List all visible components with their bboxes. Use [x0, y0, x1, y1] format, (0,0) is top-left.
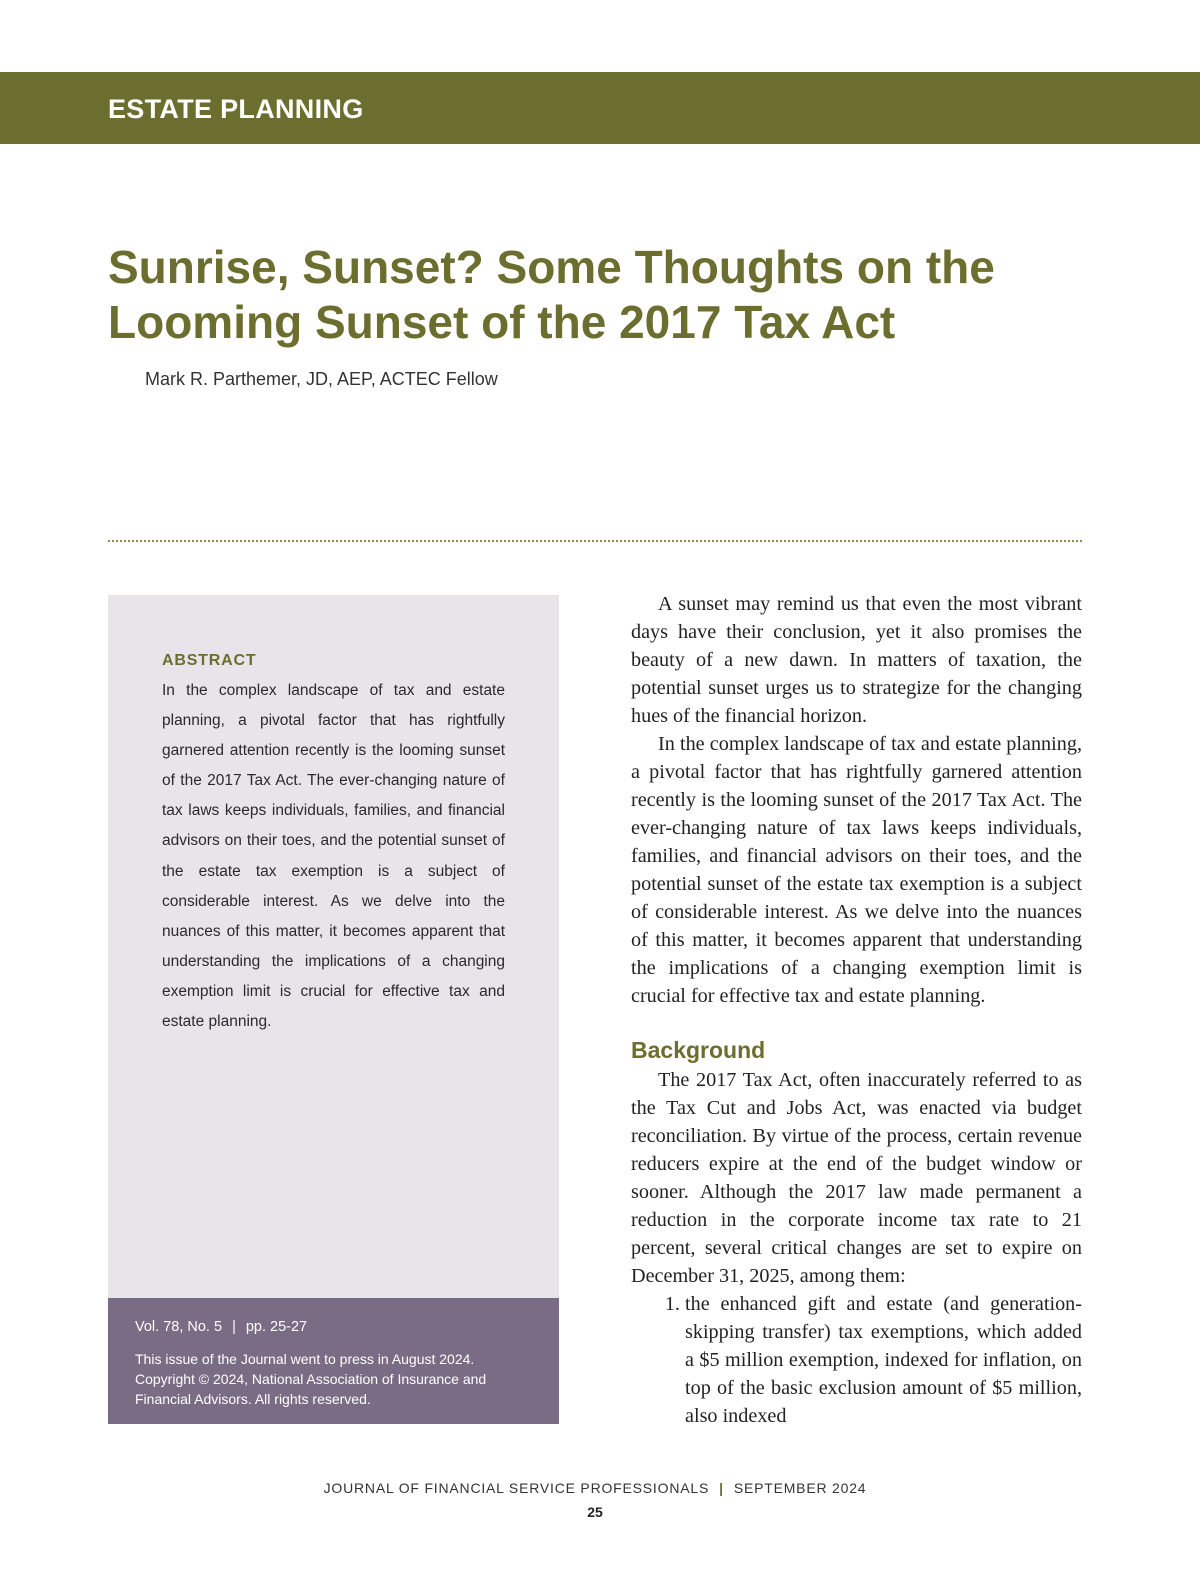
author-byline: Mark R. Parthemer, JD, AEP, ACTEC Fellow — [145, 369, 498, 389]
page-footer — [0, 1480, 1190, 1496]
page-number: 25 — [587, 1504, 603, 1520]
dotted-divider — [108, 540, 1082, 542]
article-body — [631, 590, 1082, 1430]
page-range: pp. 25-27 — [245, 1319, 308, 1335]
abstract-label: ABSTRACT — [162, 652, 257, 669]
body-paragraph: A sunset may remind us that even the most vibrant days have their conclusion, yet it also promises the beauty of a new dawn. In matters of taxation, the potential sunset urges us to strategize for the changing hues of the financial horizon. — [631, 593, 1082, 727]
copyright-note: This issue of the Journal went to press in August 2024. Copyright © 2024, National Association of Insurance and Financial Advisors. All rights reserved. — [135, 1351, 487, 1407]
article-title-line-2: Looming Sunset of the 2017 Tax Act — [108, 296, 896, 348]
section-banner — [0, 72, 1200, 144]
publication-info-box — [108, 1298, 559, 1424]
article-title — [108, 240, 1068, 350]
volume-pages — [135, 1319, 307, 1335]
section-heading-background: Background — [631, 1037, 766, 1063]
abstract-box — [108, 595, 559, 1298]
volume-separator: | — [232, 1319, 236, 1335]
abstract-text: In the complex landscape of tax and estate planning, a pivotal factor that has rightfully garnered attention recently is the looming sunset of the 2017 Tax Act. The ever-changing nature of tax laws keeps individuals, families, and financial advisors on their toes, and the potential sunset of the estate tax exemption is a subject of considerable interest. As we delve into the nuances of this matter, it becomes apparent that understanding the implications of a changing exemption limit is crucial for effective tax and estate planning. — [162, 682, 505, 1031]
journal-name: JOURNAL OF FINANCIAL SERVICE PROFESSIONALS — [323, 1480, 710, 1496]
issue-date: SEPTEMBER 2024 — [733, 1480, 867, 1496]
footer-separator: | — [719, 1480, 724, 1496]
article-title-line-1: Sunrise, Sunset? Some Thoughts on the — [108, 241, 995, 293]
body-paragraph: In the complex landscape of tax and estate planning, a pivotal factor that has rightfully garnered attention recently is the looming sunset of the 2017 Tax Act. The ever-changing nature of tax laws keeps individuals, families, and financial advisors on their toes, and the potential sunset of the estate tax exemption is a subject of considerable interest. As we delve into the nuances of this matter, it becomes apparent that understanding the implications of a changing exemption limit is crucial for effective tax and estate planning. — [631, 733, 1082, 1007]
section-title: ESTATE PLANNING — [108, 94, 364, 124]
body-paragraph: The 2017 Tax Act, often inaccurately referred to as the Tax Cut and Jobs Act, was enacted via budget reconciliation. By virtue of the process, certain revenue reducers expire at the end of the budget window or sooner. Although the 2017 law made permanent a reduction in the corporate income tax rate to 21 percent, several critical changes are set to expire on December 31, 2025, among them: — [631, 1069, 1082, 1287]
volume-number: Vol. 78, No. 5 — [135, 1319, 223, 1335]
list-item: 1. the enhanced gift and estate (and generation-skipping transfer) tax exemptions, which added a $5 million exemption, indexed for inflation, on top of the basic exclusion amount of $5 million, also indexed — [685, 1290, 1082, 1430]
expiring-provisions-list — [631, 1290, 1082, 1430]
